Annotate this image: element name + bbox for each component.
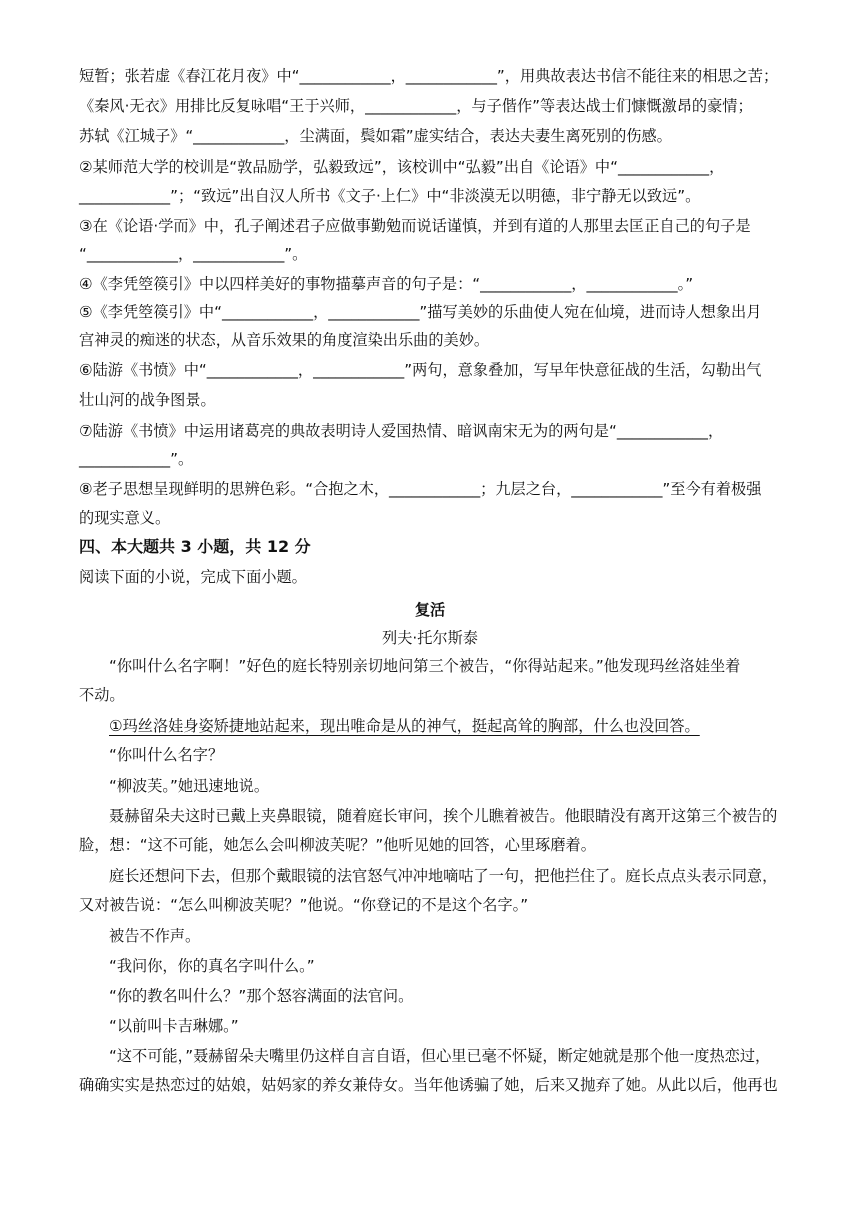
text-line: 《秦风·无衣》用排比反复咏唱“王于兴师，____________，与子偕作”等表达战士们慷慨激昂的豪情； bbox=[79, 97, 753, 115]
section-heading: 四、本大题共 3 小题，共 12 分 bbox=[79, 537, 311, 556]
story-paragraph: 确确实实是热恋过的姑娘，姑妈家的养女兼侍女。当年他诱骗了她，后来又抛弃了她。从此以后，他再也 bbox=[79, 1076, 778, 1094]
story-paragraph: “柳波芙。”她迅速地说。 bbox=[109, 777, 270, 795]
text-line: ④《李凭箜篌引》中以四样美好的事物描摹声音的句子是：“____________，____________。” bbox=[79, 275, 694, 293]
story-author: 列夫·托尔斯泰 bbox=[382, 629, 478, 647]
story-paragraph: “你叫什么名字？ bbox=[109, 746, 224, 764]
text-line: ____________”。 bbox=[79, 450, 194, 468]
text-line: 壮山河的战争图景。 bbox=[79, 391, 216, 409]
text-line: 短暂；张若虚《春江花月夜》中“____________，____________”，用典故表达书信不能往来的相思之苦； bbox=[79, 67, 779, 85]
story-paragraph: “我问你，你的真名字叫什么。” bbox=[109, 957, 315, 975]
story-paragraph: 庭长还想问下去，但那个戴眼镜的法官怒气冲冲地嘀咕了一句，把他拦住了。庭长点点头表示同意， bbox=[109, 867, 778, 885]
text-line: ⑥陆游《书愤》中“____________，____________”两句，意象叠加，写早年快意征战的生活，勾勒出气 bbox=[79, 361, 762, 379]
text-line: 宫神灵的痴迷的状态，从音乐效果的角度渲染出乐曲的美妙。 bbox=[79, 331, 490, 349]
story-paragraph: 又对被告说：“怎么叫柳波芙呢？”他说。“你登记的不是这个名字。” bbox=[79, 896, 529, 914]
text-line: 苏轼《江城子》“____________，尘满面，鬓如霜”虚实结合，表达夫妻生离死别的伤感。 bbox=[79, 127, 672, 145]
underlined-sentence: ①玛丝洛娃身姿矫捷地站起来，现出唯命是从的神气，挺起高耸的胸部，什么也没回答。 bbox=[109, 717, 700, 735]
text-line: ____________”；“致远”出自汉人所书《文子·上仁》中“非淡漠无以明德，非宁静无以致远”。 bbox=[79, 187, 701, 205]
story-title: 复活 bbox=[414, 601, 446, 619]
text-line: ⑧老子思想呈现鲜明的思辨色彩。“合抱之木，____________；九层之台，____________”至今有着极强 bbox=[79, 480, 762, 498]
text-line: ⑤《李凭箜篌引》中“____________，____________”描写美妙的乐曲使人宛在仙境，进而诗人想象出月 bbox=[79, 303, 762, 321]
text-line: “____________，____________”。 bbox=[79, 245, 308, 263]
story-paragraph: “以前叫卡吉琳娜。” bbox=[109, 1017, 239, 1035]
text-line: ③在《论语·学而》中，孔子阐述君子应做事勤勉而说话谨慎，并到有道的人那里去匡正自己的句子是 bbox=[79, 217, 751, 235]
story-paragraph: “你叫什么名字啊！”好色的庭长特别亲切地问第三个被告，“你得站起来。”他发现玛丝洛娃坐着 bbox=[109, 657, 741, 675]
story-paragraph: 被告不作声。 bbox=[109, 927, 201, 945]
instruction-text: 阅读下面的小说，完成下面小题。 bbox=[79, 568, 307, 586]
story-paragraph: “这不可能，”聂赫留朵夫嘴里仍这样自言自语，但心里已毫不怀疑，断定她就是那个他一度热恋过， bbox=[109, 1047, 771, 1065]
text-line: ②某师范大学的校训是“敦品励学，弘毅致远”，该校训中“弘毅”出自《论语》中“____________， bbox=[79, 158, 725, 176]
story-paragraph: 不动。 bbox=[79, 686, 125, 704]
story-paragraph: “你的教名叫什么？”那个怒容满面的法官问。 bbox=[109, 987, 414, 1005]
text-line: 的现实意义。 bbox=[79, 509, 171, 527]
story-paragraph: 聂赫留朵夫这时已戴上夹鼻眼镜，随着庭长审问，挨个儿瞧着被告。他眼睛没有离开这第三个被告的 bbox=[109, 807, 778, 825]
story-paragraph: 脸，想：“这不可能，她怎么会叫柳波芙呢？”他听见她的回答，心里琢磨着。 bbox=[79, 836, 596, 854]
text-line: ⑦陆游《书愤》中运用诸葛亮的典故表明诗人爱国热情、暗讽南宋无为的两句是“____________， bbox=[79, 422, 724, 440]
